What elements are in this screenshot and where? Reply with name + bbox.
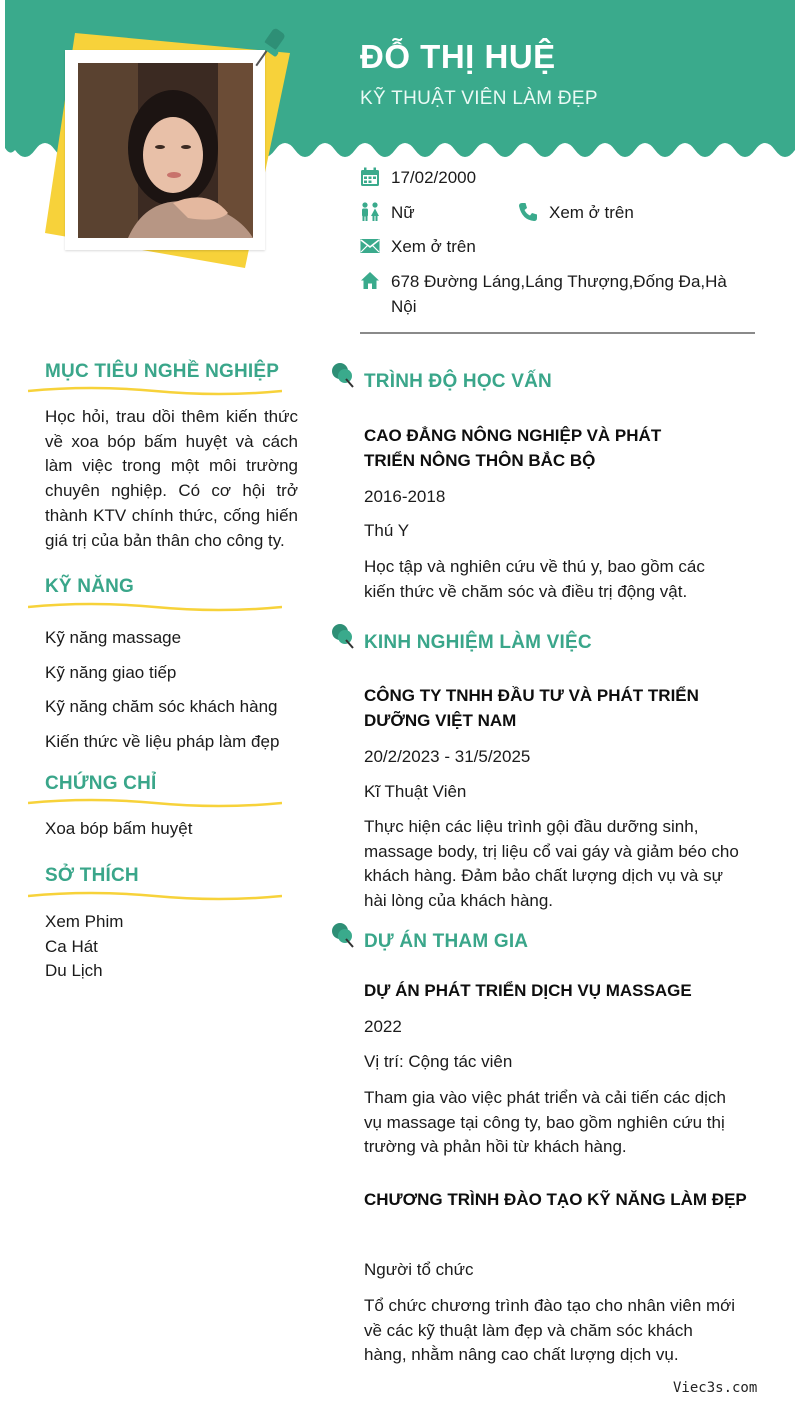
gender-row — [360, 202, 415, 225]
project-year: 2022 — [364, 1017, 402, 1036]
education-school: CAO ĐẲNG NÔNG NGHIỆP VÀ PHÁT TRIỂN NÔNG THÔN BẮC BỘ — [364, 426, 662, 470]
address-row — [360, 271, 730, 319]
certificate-item: Xoa bóp bấm huyệt — [45, 819, 193, 838]
gender-value: Nữ — [391, 203, 415, 222]
project-name: DỰ ÁN PHÁT TRIỂN DỊCH VỤ MASSAGE — [364, 981, 692, 1000]
home-icon — [360, 271, 380, 291]
skill-item: Kỹ năng massage — [45, 628, 182, 647]
education-major: Thú Y — [364, 521, 410, 540]
hobby-item: Xem Phim — [45, 912, 124, 931]
experience-position: Kĩ Thuật Viên — [364, 782, 467, 801]
experience-period: 20/2/2023 - 31/5/2025 — [364, 747, 531, 766]
education-description: Học tập và nghiên cứu về thú y, bao gồm các kiến thức về chăm sóc và điều trị động vật. — [364, 557, 705, 601]
skills-heading: KỸ NĂNG — [45, 576, 135, 597]
birthday-row — [360, 167, 476, 190]
job-title: KỸ THUẬT VIÊN LÀM ĐẸP — [360, 88, 598, 109]
skill-item: Kỹ năng giao tiếp — [45, 663, 177, 682]
experience-company: CÔNG TY TNHH ĐẦU TƯ VÀ PHÁT TRIỂN DƯỠNG VIỆT NAM — [364, 686, 699, 730]
hobbies-heading: SỞ THÍCH — [45, 865, 139, 886]
education-heading: TRÌNH ĐỘ HỌC VẤN — [364, 371, 552, 392]
candidate-name: ĐỖ THỊ HUỆ — [360, 38, 556, 75]
experience-description: Thực hiện các liệu trình gội đầu dưỡng sinh, massage body, trị liệu cổ vai gáy và giảm béo cho khách hàng. Đảm bảo chất lượng dịch vụ và sự hài lòng của khách hàng. — [364, 817, 739, 911]
avatar — [78, 63, 253, 238]
envelope-icon — [360, 236, 380, 256]
heading-underline — [28, 602, 282, 612]
email-value: Xem ở trên — [391, 237, 476, 256]
pushpin-icon — [329, 622, 355, 650]
project-role: Người tổ chức — [364, 1260, 474, 1279]
gender-icon — [360, 202, 380, 222]
project-description: Tổ chức chương trình đào tạo cho nhân viên mới về các kỹ thuật làm đẹp và chăm sóc khách hàng, nhằm nâng cao chất lượng dịch vụ. — [364, 1296, 736, 1365]
phone-icon — [518, 202, 538, 222]
heading-underline — [28, 386, 282, 396]
footer-brand: Viec3s.com — [673, 1380, 758, 1396]
project-description: Tham gia vào việc phát triển và cải tiến các dịch vụ massage tại công ty, bao gồm nghiên cứu thị trường và phản hồi từ khách hàng. — [364, 1088, 726, 1157]
skill-item: Kỹ năng chăm sóc khách hàng — [45, 697, 278, 716]
pushpin-icon — [248, 24, 292, 74]
hobby-item: Du Lịch — [45, 961, 103, 980]
project-role: Vị trí: Cộng tác viên — [364, 1052, 513, 1071]
phone-row — [518, 202, 634, 225]
project-name: CHƯƠNG TRÌNH ĐÀO TẠO KỸ NĂNG LÀM ĐẸP — [364, 1190, 747, 1209]
hobby-item: Ca Hát — [45, 937, 98, 956]
header-divider — [360, 332, 755, 334]
pushpin-icon — [329, 921, 355, 949]
education-period: 2016-2018 — [364, 487, 446, 506]
phone-value: Xem ở trên — [549, 203, 634, 222]
pushpin-icon — [329, 361, 355, 389]
experience-heading: KINH NGHIỆM LÀM VIỆC — [364, 632, 592, 653]
certificates-heading: CHỨNG CHỈ — [45, 773, 157, 794]
skill-item: Kiến thức về liệu pháp làm đẹp — [45, 732, 280, 751]
projects-heading: DỰ ÁN THAM GIA — [364, 931, 529, 952]
birthday-value: 17/02/2000 — [391, 168, 477, 187]
heading-underline — [28, 891, 282, 901]
email-row — [360, 236, 476, 259]
objective-text: Học hỏi, trau dồi thêm kiến thức về xoa bóp bấm huyệt và cách làm việc trong một môi trường chuyên nghiệp. Có cơ hội trở thành KTV chính thức, cống hiến giá trị của bản thân cho công ty. — [45, 407, 298, 550]
heading-underline — [28, 798, 282, 808]
calendar-icon — [360, 167, 380, 187]
objective-heading: MỤC TIÊU NGHỀ NGHIỆP — [45, 361, 280, 382]
address-value: 678 Đường Láng,Láng Thượng,Đống Đa,Hà Nội — [391, 272, 727, 316]
